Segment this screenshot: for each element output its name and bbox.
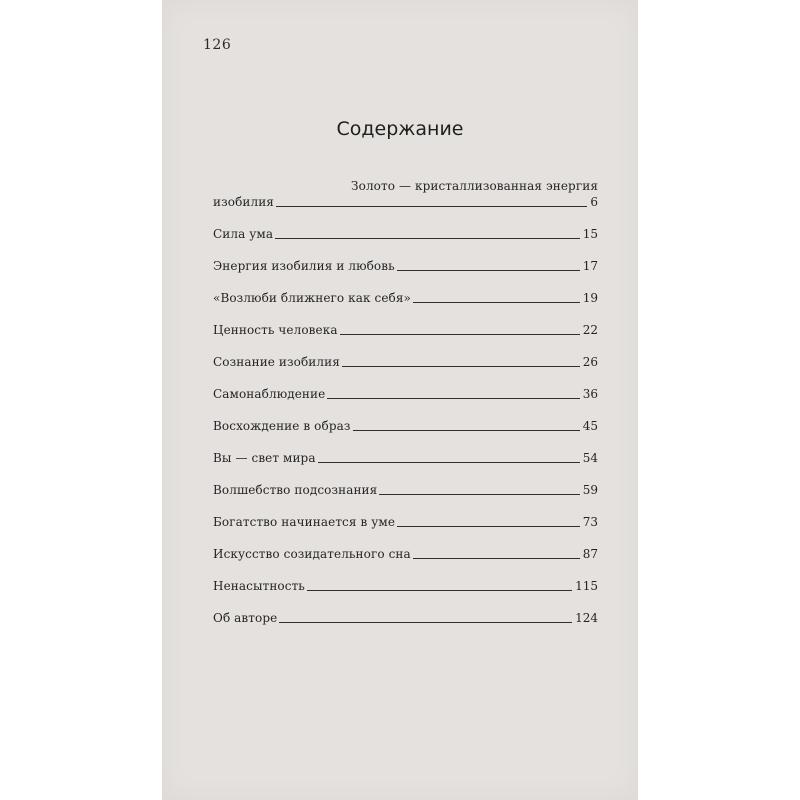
toc-entry-title: Ценность человека <box>213 323 338 337</box>
toc-entry-page: 115 <box>575 579 598 593</box>
toc-entry-title: Энергия изобилия и любовь <box>213 259 395 273</box>
table-of-contents <box>213 172 598 626</box>
toc-entry-page: 73 <box>582 515 598 529</box>
toc-entry <box>213 402 598 434</box>
toc-leader-line <box>413 557 580 559</box>
toc-entry <box>213 434 598 466</box>
toc-entry-page: 45 <box>582 419 598 433</box>
toc-entry-title: Богатство начинается в уме <box>213 515 396 529</box>
book-page <box>162 0 638 800</box>
toc-leader-line <box>397 525 580 527</box>
page-number: 126 <box>203 37 232 53</box>
toc-entry-title: Вы — свет мира <box>213 451 316 465</box>
toc-entry <box>213 306 598 338</box>
toc-entry <box>213 274 598 306</box>
toc-entry <box>213 498 598 530</box>
toc-leader-line <box>318 461 580 463</box>
toc-entry-title: Сознание изобилия <box>213 355 340 369</box>
toc-entry-title-continued: изобилия <box>213 195 274 209</box>
toc-leader-line <box>307 589 572 591</box>
toc-leader-line <box>340 333 580 335</box>
toc-entry-page: 87 <box>582 547 598 561</box>
contents-heading: Содержание <box>336 118 464 140</box>
toc-leader-line <box>379 493 579 495</box>
toc-leader-line <box>279 621 572 623</box>
toc-entry-title: «Возлюби ближнего как себя» <box>213 291 411 305</box>
toc-entry-page: 54 <box>582 451 598 465</box>
toc-entry <box>213 562 598 594</box>
toc-entry <box>213 594 598 626</box>
toc-entry-title: Самонаблюдение <box>213 387 326 401</box>
toc-entry-title: Золото — кристаллизованная энергия <box>351 179 598 193</box>
toc-leader-line <box>413 301 580 303</box>
toc-leader-line <box>276 205 587 207</box>
toc-entry <box>213 530 598 562</box>
toc-entry <box>213 370 598 402</box>
toc-leader-line <box>327 397 579 399</box>
toc-entry-title: Ненасытность <box>213 579 305 593</box>
toc-entry-page: 15 <box>582 227 598 241</box>
toc-entry-page: 59 <box>582 483 598 497</box>
toc-entry-page: 36 <box>582 387 598 401</box>
toc-entry-page: 17 <box>582 259 598 273</box>
toc-entry <box>213 172 598 210</box>
toc-leader-line <box>275 237 580 239</box>
toc-entry-title-line <box>213 194 598 210</box>
toc-entry-title: Восхождение в образ <box>213 419 351 433</box>
toc-entry-title-block <box>213 178 598 210</box>
toc-leader-line <box>397 269 580 271</box>
toc-entry-page: 124 <box>575 611 598 625</box>
toc-entry-title: Об авторе <box>213 611 278 625</box>
toc-entry-page: 19 <box>582 291 598 305</box>
toc-entry <box>213 466 598 498</box>
toc-entry <box>213 210 598 242</box>
toc-entry-page: 22 <box>582 323 598 337</box>
toc-entry-page: 26 <box>582 355 598 369</box>
toc-entry <box>213 338 598 370</box>
toc-entry-title: Сила ума <box>213 227 274 241</box>
toc-entry-title: Волшебство подсознания <box>213 483 378 497</box>
toc-entry-title: Искусство созидательного сна <box>213 547 411 561</box>
toc-entry-page: 6 <box>590 195 598 209</box>
toc-leader-line <box>353 429 580 431</box>
toc-entry <box>213 242 598 274</box>
toc-leader-line <box>342 365 580 367</box>
